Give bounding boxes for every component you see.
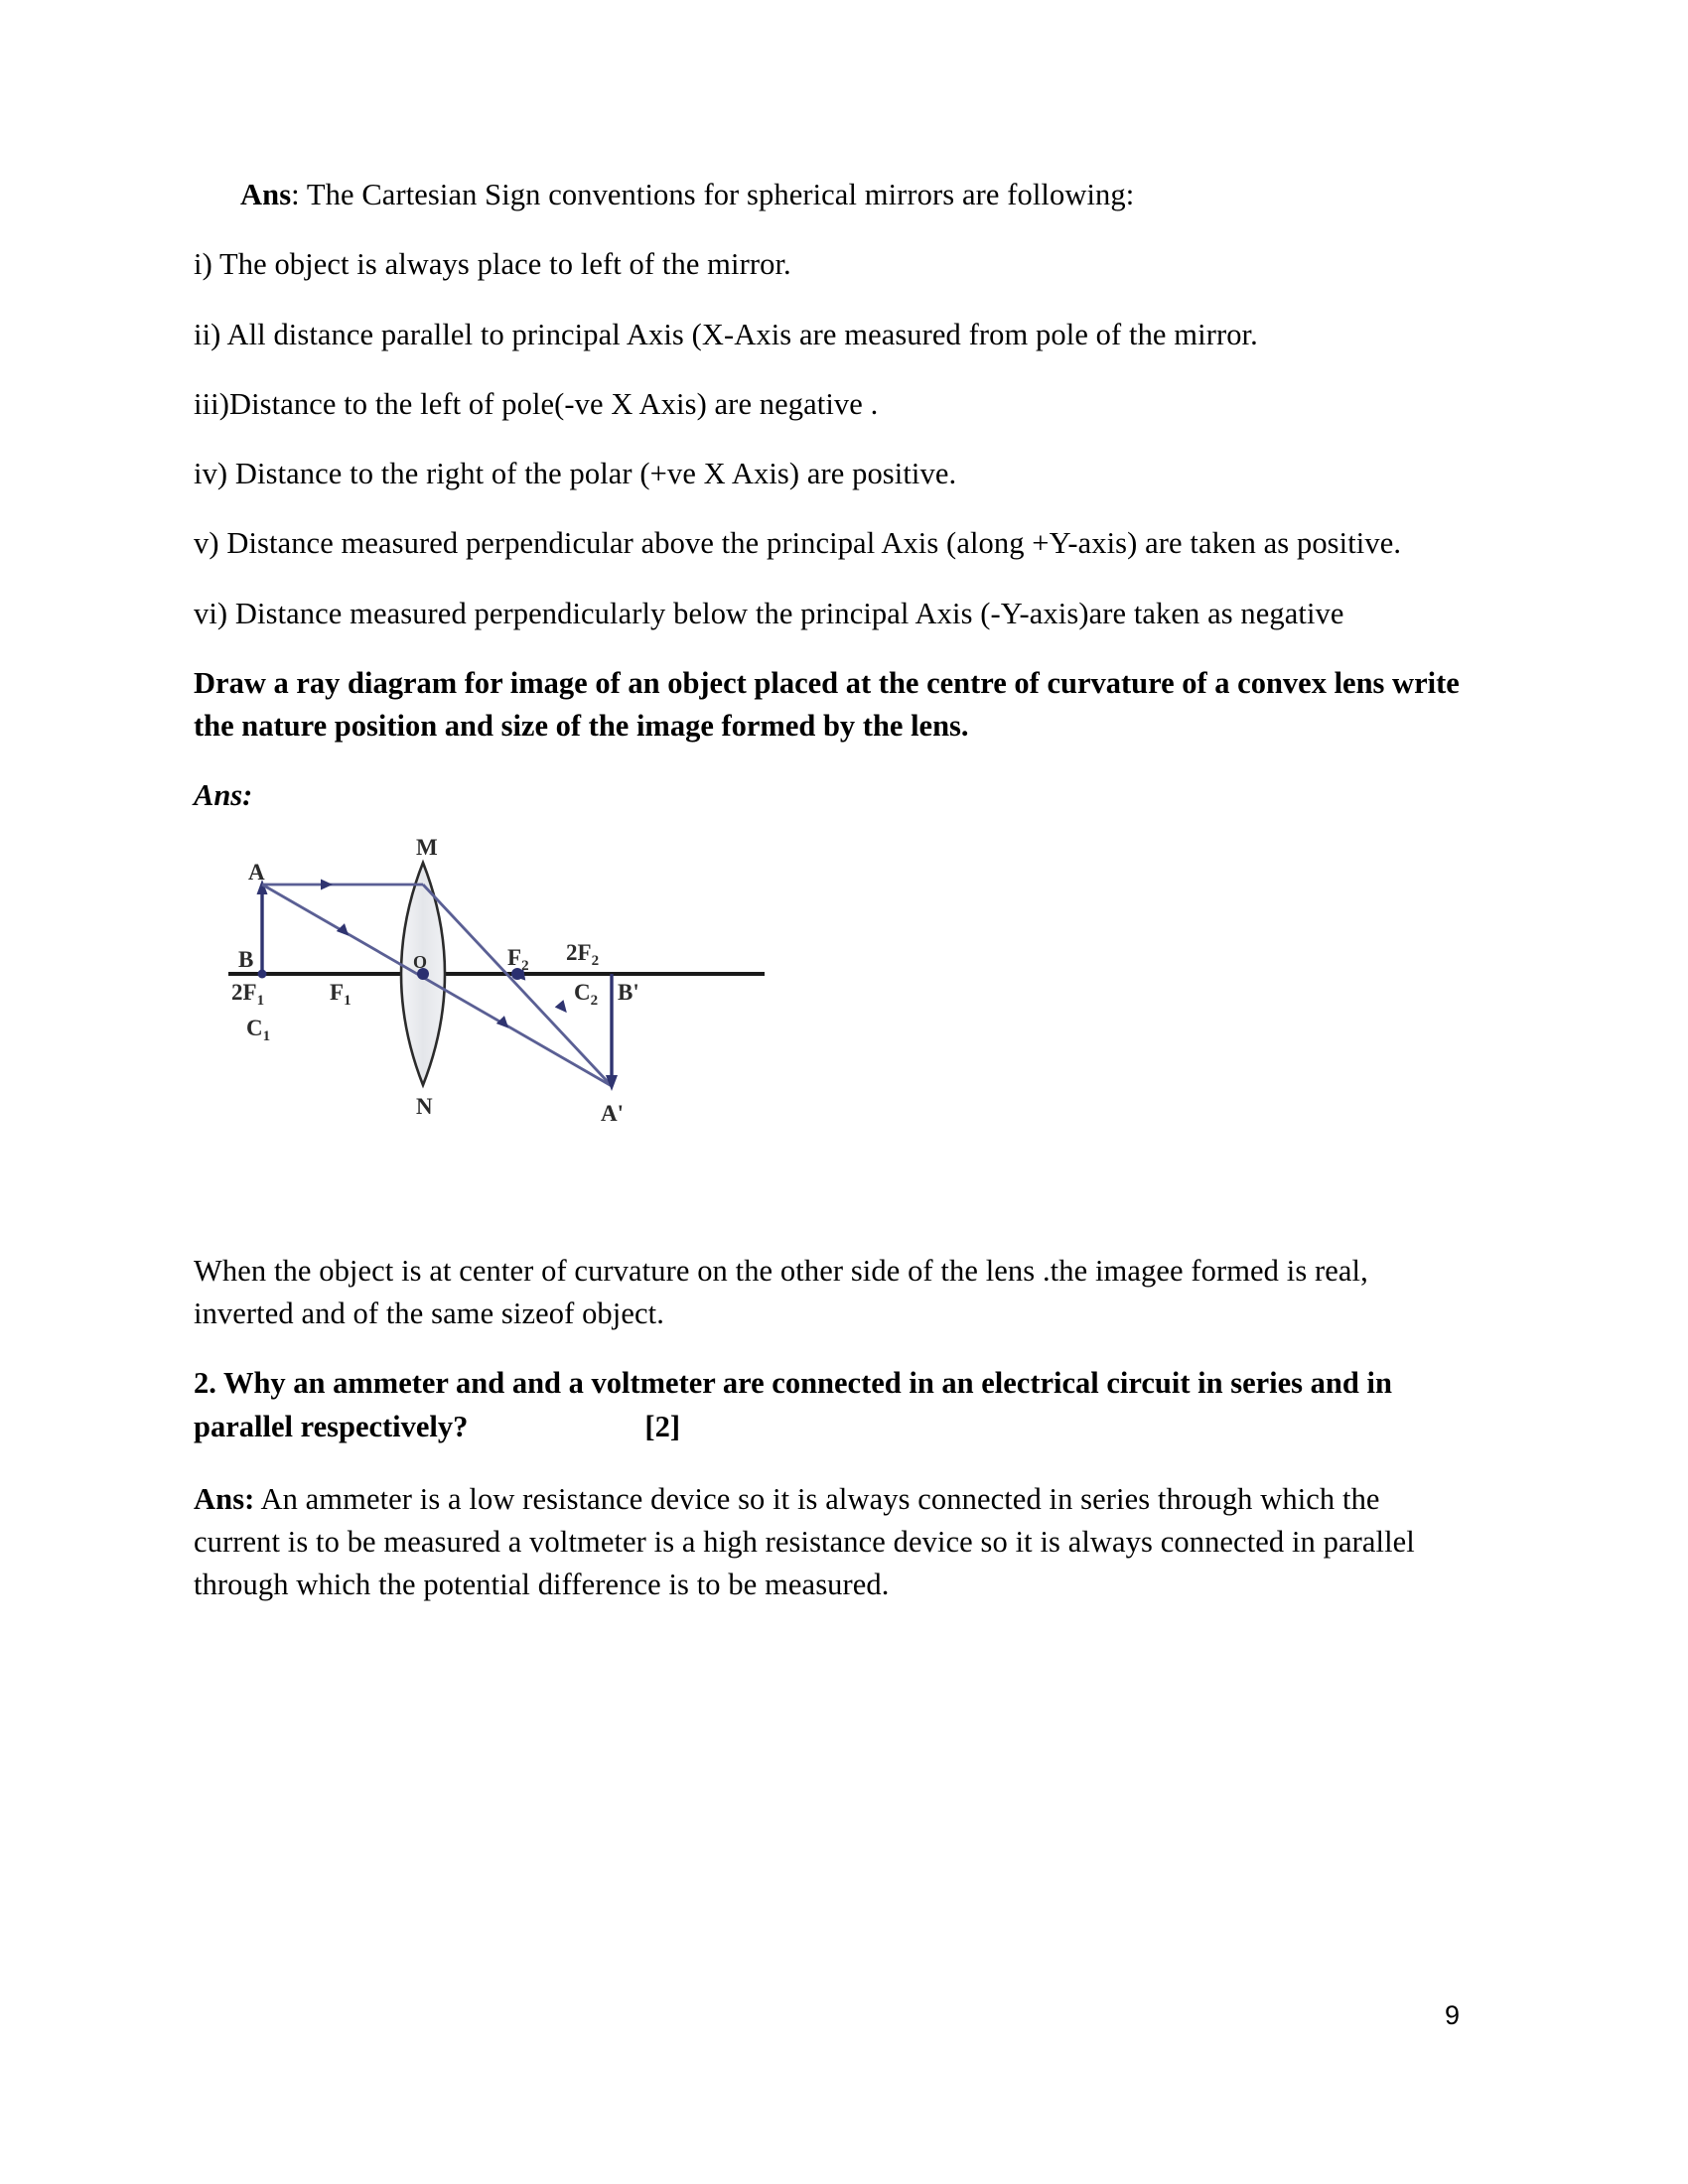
question-2-line-2: in parallel respectively? [194, 1366, 1392, 1443]
label-C1: $C_1$ [246, 1015, 271, 1044]
ray-diagram-figure [194, 833, 1470, 1131]
ray-diagram-question: Draw a ray diagram for image of an object placed at the centre of curvature of a convex lens write the nature position and size of the image formed by the lens. [194, 666, 1460, 744]
label-F2: $F_2$ [507, 944, 529, 974]
sign-convention-v: v) Distance measured perpendicular above the principal Axis (along +Y-axis) are taken as positive. [194, 526, 1402, 561]
question-2-line-1: 2. Why an ammeter and and a voltmeter are connected in an electrical circuit in series and [194, 1366, 1359, 1401]
convex-lens-ray-diagram-svg [228, 833, 765, 1131]
label-B-prime: B' [618, 979, 639, 1005]
answer-intro-text: : The Cartesian Sign conventions for spherical mirrors are following: [291, 178, 1135, 211]
sign-convention-iv: iv) Distance to the right of the polar (+ve X Axis) are positive. [194, 457, 957, 491]
label-C2: $C_2$ [574, 979, 599, 1009]
image-description-paragraph: When the object is at center of curvature on the other side of the lens .the imagee formed is real, inverted and of the same sizeof object. [194, 1253, 1368, 1330]
label-A: A [248, 859, 265, 885]
label-O: O [413, 951, 428, 972]
answer-2-label: Ans: [194, 1481, 255, 1516]
label-M: M [416, 834, 438, 860]
label-2F2: $2F_2$ [566, 939, 600, 969]
page-number: 9 [1445, 2000, 1461, 2030]
answer-intro-paragraph [194, 174, 1470, 216]
sign-convention-iii: iii)Distance to the left of pole(-ve X Axis) are negative . [194, 386, 879, 421]
answer-2-paragraph [194, 1478, 1470, 1607]
ray-answer-label: Ans: [194, 777, 253, 812]
label-N: N [416, 1093, 433, 1119]
object-base-dot [258, 969, 267, 978]
question-2-marks: [2] [644, 1409, 680, 1443]
page-content [194, 174, 1470, 1634]
answer-2-text: An ammeter is a low resistance device so it is always connected in series through which the current is to be measured a voltmeter is a high resistance device so it is always connected in parallel through which the potential difference is to be measured. [194, 1481, 1415, 1602]
label-F1: $F_1$ [330, 979, 352, 1009]
diagram-spacer [194, 1131, 1470, 1250]
ray-parallel-arrowhead [321, 879, 333, 889]
sign-convention-i: i) The object is always place to left of the mirror. [194, 247, 791, 282]
label-2F1: $2F_1$ [231, 979, 265, 1009]
label-A-prime: A' [601, 1100, 624, 1126]
question-2-heading [194, 1362, 1470, 1448]
label-B: B [238, 946, 254, 972]
sign-convention-vi: vi) Distance measured perpendicularly below the principal Axis (-Y-axis)are taken as negative [194, 596, 1344, 630]
ray-refracted-arrowhead-2 [554, 998, 569, 1012]
sign-convention-ii: ii) All distance parallel to principal Axis (X-Axis are measured from pole of the mirror. [194, 317, 1258, 351]
answer-label: Ans [240, 178, 292, 211]
